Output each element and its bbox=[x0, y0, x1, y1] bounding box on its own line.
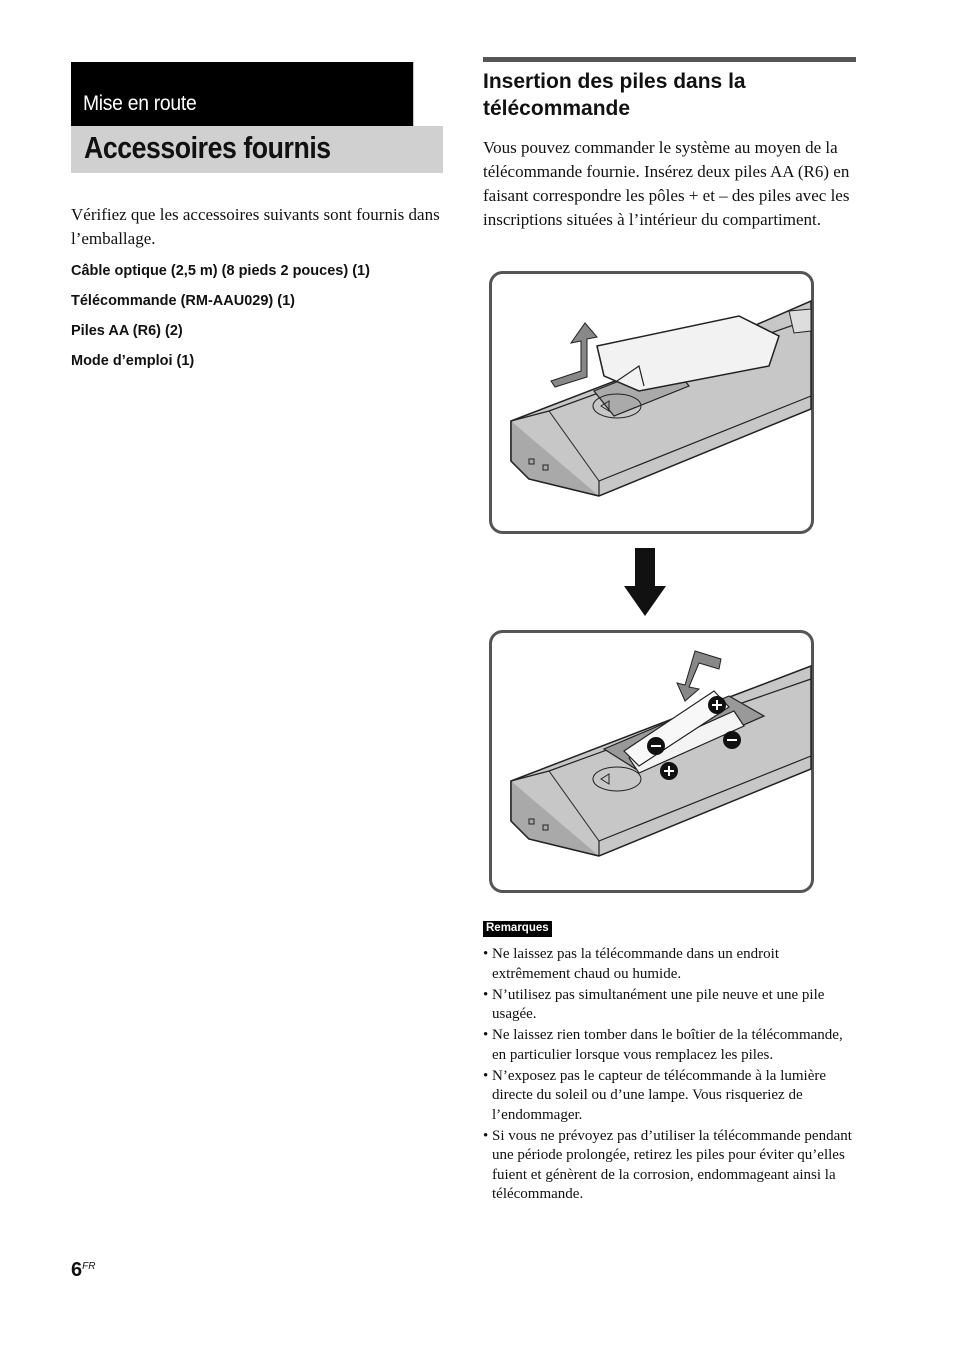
page-number-value: 6 bbox=[71, 1259, 83, 1281]
down-arrow bbox=[624, 548, 666, 616]
accessory-item: Piles AA (R6) (2) bbox=[71, 323, 183, 339]
notes-label: Remarques bbox=[483, 921, 552, 937]
heading-rule bbox=[483, 57, 856, 62]
notes-list bbox=[483, 945, 856, 1205]
left-column bbox=[71, 62, 443, 381]
panel-insert-batteries bbox=[491, 632, 813, 892]
intro-text: Vérifiez que les accessoires suivants sont fournis dans l’emballage. bbox=[71, 205, 440, 248]
note-item: • N’exposez pas le capteur de télécommande à la lumière directe du soleil ou d’une lampe. Vous risqueriez de l’endommager. bbox=[483, 1067, 856, 1126]
page-title: Accessoires fournis bbox=[84, 130, 331, 165]
section-label: Mise en route bbox=[71, 62, 413, 126]
battery-diagram bbox=[489, 271, 816, 894]
battery-illustration bbox=[489, 271, 816, 899]
note-item: • Ne laissez rien tomber dans le boîtier de la télécommande, en particulier lorsque vous remplacez les piles. bbox=[483, 1026, 856, 1065]
accessory-item: Télécommande (RM-AAU029) (1) bbox=[71, 293, 295, 309]
right-column bbox=[483, 57, 856, 232]
page-language: FR bbox=[82, 1261, 96, 1272]
battery-body: Vous pouvez commander le système au moyen de la télécommande fournie. Insérez deux piles AA (R6) en faisant correspondre les pôles + et – des piles avec les inscriptions situées à l’intérieur du compartiment. bbox=[483, 138, 850, 229]
note-item: • N’utilisez pas simultanément une pile neuve et une pile usagée. bbox=[483, 986, 856, 1025]
accessory-item: Mode d’emploi (1) bbox=[71, 353, 195, 369]
note-item: • Ne laissez pas la télécommande dans un endroit extrêmement chaud ou humide. bbox=[483, 945, 856, 984]
page-number bbox=[71, 1259, 95, 1282]
accessories-list bbox=[71, 261, 443, 381]
note-item: • Si vous ne prévoyez pas d’utiliser la télécommande pendant une période prolongée, retirez les piles pour éviter qu’elles fuient et génèrent de la corrosion, endommageant ainsi la télécommande. bbox=[483, 1127, 856, 1205]
battery-heading: Insertion des piles dans la télécommande bbox=[483, 70, 746, 120]
notes-section bbox=[483, 918, 856, 1206]
panel-open-cover bbox=[491, 273, 813, 533]
page-title-band bbox=[71, 126, 443, 173]
accessory-item: Câble optique (2,5 m) (8 pieds 2 pouces) (1) bbox=[71, 263, 370, 279]
